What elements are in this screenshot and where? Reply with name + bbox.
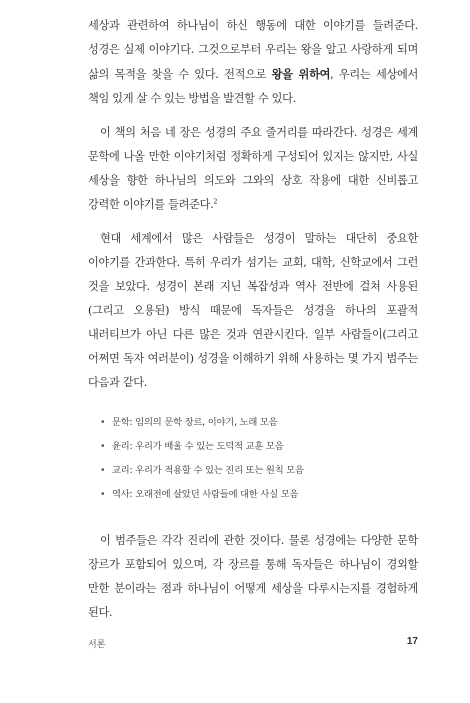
page-number: 17 — [406, 636, 418, 647]
paragraph-1-text-before: 세상과 관련하여 하나님이 하신 행동에 대한 이야기를 들려준다. 성경은 실제 이야기다. 그것으로부터 우리는 왕을 알고 사랑하게 되며 삶의 목적을 찾을 수 있다. 전적으로 — [88, 19, 418, 81]
paragraph-1-text-after: , 우리는 세상에서 책임 있게 살 수 있는 방법을 발견할 수 있다. — [88, 68, 418, 105]
paragraph-2-text: 이 책의 처음 네 장은 성경의 주요 줄거리를 따라간다. 성경은 세계 문학에 나올 만한 이야기처럼 정확하게 구성되어 있지는 않지만, 사실 세상을 향한 하나님의 의도와 그와의 상호 작용에 대한 신비롭고 강력한 이야기를 들려준다. — [88, 126, 418, 211]
bullet-icon: • — [100, 417, 106, 428]
paragraph-4 — [88, 529, 418, 625]
page-body — [88, 14, 418, 635]
paragraph-3-text: 현대 세계에서 많은 사람들은 성경이 말하는 대단히 중요한 이야기를 간과한다. 특히 우리가 섬기는 교회, 대학, 신학교에서 그런 것을 보았다. 성경이 본래 지닌 복잡성과 역사 전반에 걸쳐 사용된(그리고 오용된) 방식 때문에 독자들은 성경을 하나의 포괄적 내러티브가 아닌 다른 많은 것과 연관시킨다. 일부 사람들이(그리고 어쩌면 독자 여러분이) 성경을 이해하기 위해 사용하는 몇 가지 범주는 다음과 같다. — [88, 232, 418, 389]
footnote-marker: 2 — [213, 197, 218, 206]
bullet-icon: • — [100, 441, 106, 452]
paragraph-1-emphasis: 왕을 위하여 — [271, 67, 331, 81]
list-item-text: 교리: 우리가 적용할 수 있는 진리 또는 원칙 모음 — [112, 465, 304, 476]
paragraph-1 — [88, 14, 418, 111]
list-item — [100, 459, 418, 483]
list-item-text: 역사: 오래전에 살았던 사람들에 대한 사실 모음 — [112, 489, 299, 500]
bullet-icon: • — [100, 489, 106, 500]
paragraph-4-text: 이 범주들은 각각 진리에 관한 것이다. 물론 성경에는 다양한 문학 장르가 포함되어 있으며, 각 장르를 통해 독자들은 하나님이 경외할 만한 분이라는 점과 하나님이 어떻게 세상을 다루시는지를 경험하게 된다. — [88, 534, 418, 619]
list-item — [100, 435, 418, 459]
category-list — [88, 411, 418, 507]
list-item-text: 문학: 임의의 문학 장르, 이야기, 노래 모음 — [112, 417, 278, 428]
list-item — [100, 483, 418, 507]
list-item — [100, 411, 418, 435]
running-footer-section: 서론 — [88, 640, 106, 650]
list-item-text: 윤리: 우리가 배울 수 있는 도덕적 교훈 모음 — [112, 441, 284, 452]
bullet-icon: • — [100, 465, 106, 476]
paragraph-3 — [88, 227, 418, 395]
paragraph-2 — [88, 121, 418, 217]
